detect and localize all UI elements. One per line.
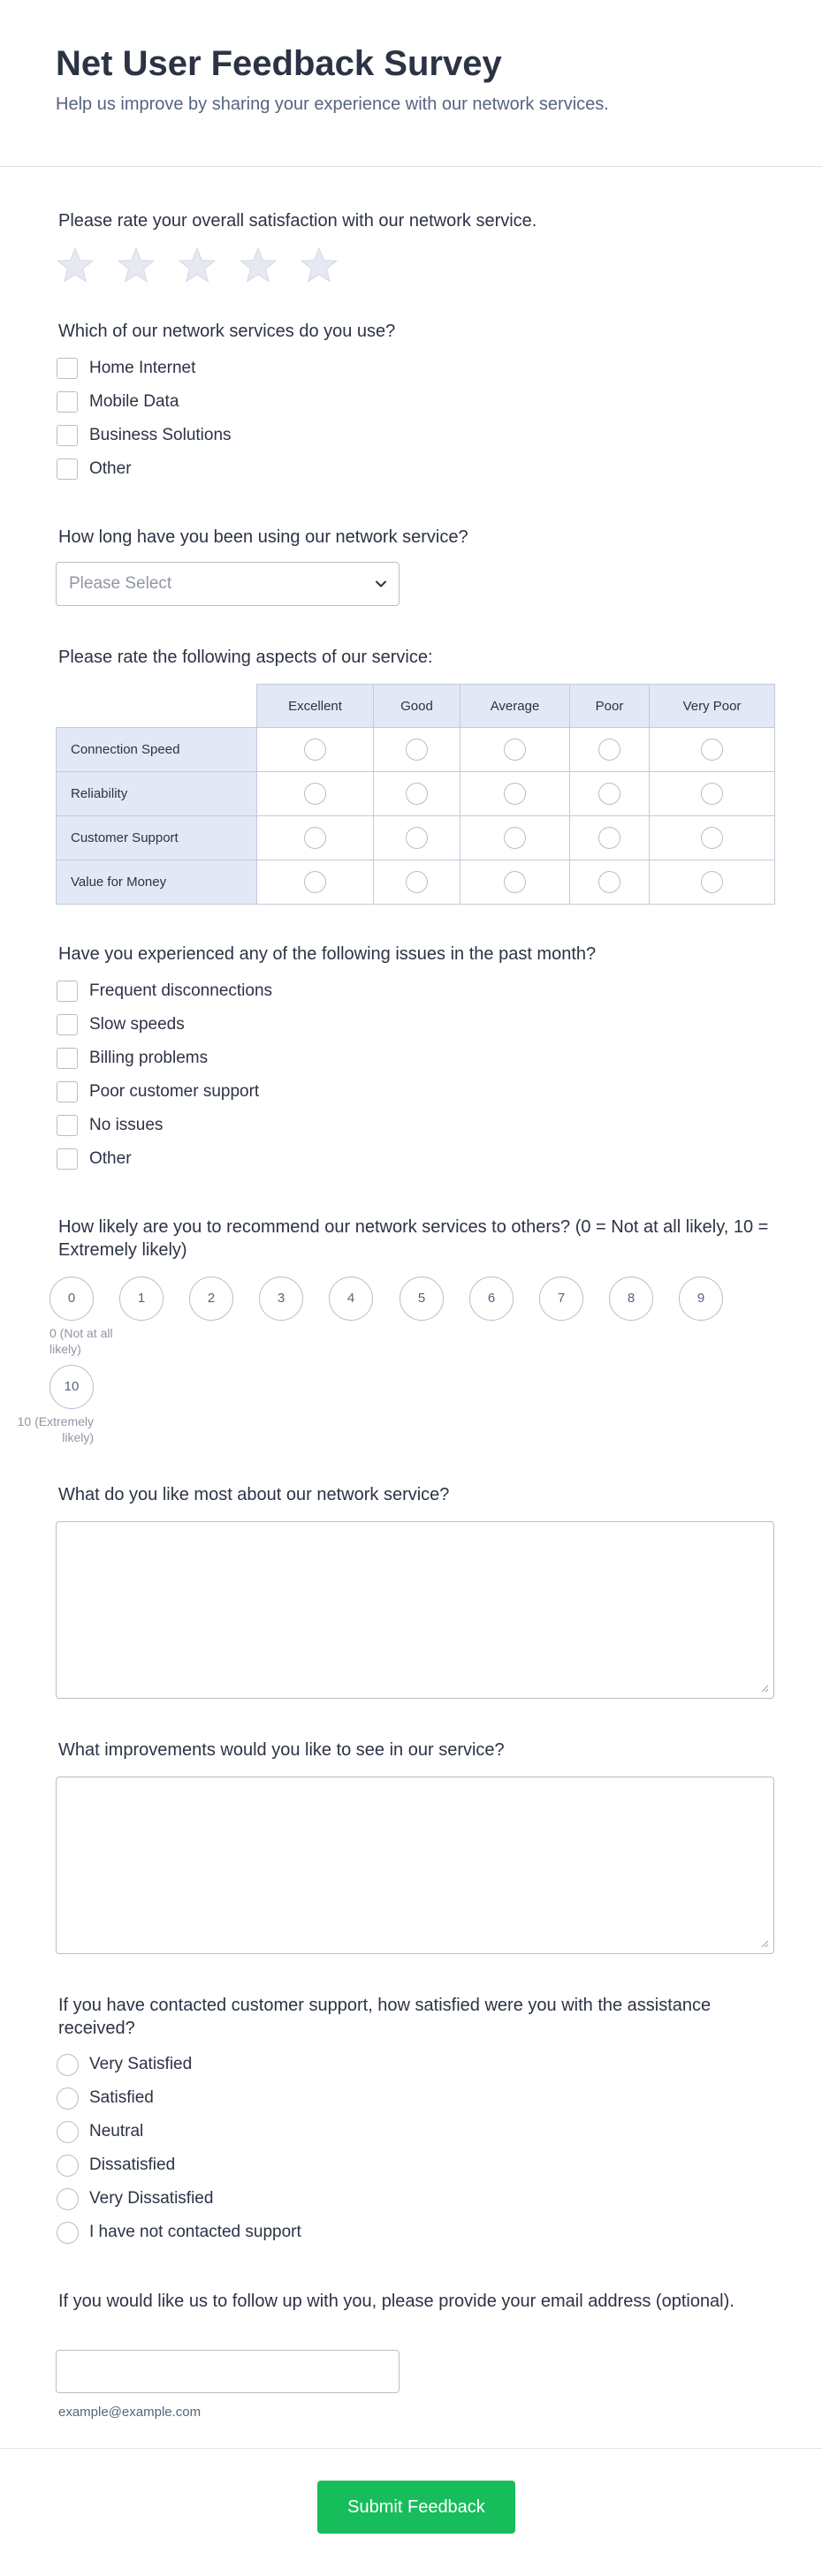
matrix-question-label: Please rate the following aspects of our service: — [58, 648, 433, 667]
matrix-column-header: Poor — [570, 685, 650, 728]
matrix-radio[interactable] — [304, 871, 326, 893]
scale-option[interactable]: 4 — [329, 1277, 373, 1321]
matrix-column-header: Excellent — [257, 685, 374, 728]
rating-matrix — [56, 684, 775, 905]
matrix-row-label: Reliability — [57, 772, 257, 816]
scale-option[interactable]: 2 — [189, 1277, 233, 1321]
radio-label: I have not contacted support — [89, 2223, 301, 2241]
support-question-label: If you have contacted customer support, how satisfied were you with the assistance received? — [58, 1996, 712, 2038]
divider — [0, 2448, 822, 2449]
scale-option[interactable]: 9 — [679, 1277, 723, 1321]
issues-question-label: Have you experienced any of the following issues in the past month? — [58, 944, 597, 964]
scale-option[interactable]: 10 — [49, 1365, 94, 1409]
checkbox[interactable] — [57, 1148, 78, 1170]
checkbox[interactable] — [57, 458, 78, 480]
radio-button[interactable] — [57, 2054, 79, 2076]
checkbox-option[interactable] — [57, 385, 232, 419]
radio-label: Very Satisfied — [89, 2055, 193, 2073]
scale-option[interactable]: 7 — [539, 1277, 583, 1321]
email-field[interactable] — [56, 2350, 400, 2393]
matrix-radio[interactable] — [701, 827, 723, 849]
radio-button[interactable] — [57, 2188, 79, 2210]
checkbox[interactable] — [57, 1014, 78, 1035]
checkbox[interactable] — [57, 1081, 78, 1102]
matrix-row — [57, 728, 775, 772]
recommend-question-label: How likely are you to recommend our network services to others? (0 = Not at all likely, 10 = Extremely likely) — [58, 1217, 769, 1260]
matrix-radio[interactable] — [598, 871, 620, 893]
radio-label: Very Dissatisfied — [89, 2189, 214, 2208]
checkbox-option[interactable] — [57, 419, 232, 452]
matrix-row — [57, 772, 775, 816]
radio-button[interactable] — [57, 2121, 79, 2143]
radio-option[interactable] — [57, 2216, 301, 2249]
matrix-row — [57, 816, 775, 860]
checkbox-option[interactable] — [57, 1008, 272, 1042]
star-icon[interactable] — [117, 246, 156, 284]
checkbox-label: Home Internet — [89, 359, 196, 377]
page-subtitle: Help us improve by sharing your experience with our network services. — [56, 95, 609, 114]
matrix-row-label: Value for Money — [57, 860, 257, 905]
matrix-radio[interactable] — [598, 827, 620, 849]
improve-question-label: What improvements would you like to see in our service? — [58, 1740, 505, 1760]
services-checkbox-group — [57, 352, 232, 486]
page-title: Net User Feedback Survey — [56, 44, 502, 83]
matrix-column-header: Very Poor — [650, 685, 775, 728]
improve-textarea[interactable] — [56, 1777, 774, 1954]
matrix-radio[interactable] — [598, 783, 620, 805]
matrix-radio[interactable] — [406, 827, 428, 849]
checkbox[interactable] — [57, 1048, 78, 1069]
matrix-radio[interactable] — [701, 871, 723, 893]
matrix-row-label: Customer Support — [57, 816, 257, 860]
checkbox-option[interactable] — [57, 1042, 272, 1075]
matrix-column-header: Average — [460, 685, 570, 728]
support-radio-group — [57, 2048, 301, 2249]
satisfaction-question-label: Please rate your overall satisfaction with our network service. — [58, 211, 537, 231]
checkbox[interactable] — [57, 391, 78, 413]
matrix-radio[interactable] — [304, 783, 326, 805]
duration-dropdown[interactable] — [56, 562, 400, 606]
form-header — [0, 0, 822, 167]
email-hint: example@example.com — [58, 2405, 202, 2420]
checkbox-option[interactable] — [57, 1075, 272, 1109]
matrix-row-label: Connection Speed — [57, 728, 257, 772]
submit-button[interactable]: Submit Feedback — [317, 2481, 515, 2534]
matrix-radio[interactable] — [304, 739, 326, 761]
star-rating — [56, 246, 361, 284]
services-question-label: Which of our network services do you use? — [58, 322, 396, 341]
matrix-radio[interactable] — [701, 739, 723, 761]
radio-option[interactable] — [57, 2115, 301, 2148]
radio-button[interactable] — [57, 2155, 79, 2177]
checkbox-label: No issues — [89, 1116, 164, 1134]
resize-grip-icon[interactable] — [760, 1939, 769, 1948]
checkbox-label: Other — [89, 459, 132, 478]
radio-label: Neutral — [89, 2122, 144, 2140]
checkbox-label: Business Solutions — [89, 426, 232, 444]
matrix-radio[interactable] — [504, 739, 526, 761]
like-question-label: What do you like most about our network service? — [58, 1485, 450, 1504]
radio-label: Dissatisfied — [89, 2156, 176, 2174]
checkbox-label: Mobile Data — [89, 392, 179, 411]
checkbox-option[interactable] — [57, 1142, 272, 1176]
radio-button[interactable] — [57, 2222, 79, 2244]
checkbox[interactable] — [57, 358, 78, 379]
matrix-radio[interactable] — [406, 739, 428, 761]
checkbox-label: Billing problems — [89, 1049, 209, 1067]
matrix-radio[interactable] — [598, 739, 620, 761]
email-question-label: If you would like us to follow up with you, please provide your email address (optional). — [58, 2292, 734, 2311]
checkbox-label: Poor customer support — [89, 1082, 260, 1101]
radio-option[interactable] — [57, 2182, 301, 2216]
matrix-column-header: Good — [374, 685, 460, 728]
radio-button[interactable] — [57, 2087, 79, 2110]
matrix-radio[interactable] — [701, 783, 723, 805]
radio-option[interactable] — [57, 2148, 301, 2182]
resize-grip-icon[interactable] — [760, 1684, 769, 1693]
matrix-radio[interactable] — [504, 783, 526, 805]
star-icon[interactable] — [178, 246, 217, 284]
checkbox[interactable] — [57, 981, 78, 1002]
matrix-row — [57, 860, 775, 905]
radio-label: Satisfied — [89, 2088, 154, 2107]
issues-checkbox-group — [57, 974, 272, 1176]
dropdown-placeholder: Please Select — [69, 574, 172, 593]
checkbox-label: Other — [89, 1149, 132, 1168]
scale-option[interactable]: 5 — [400, 1277, 444, 1321]
checkbox-label: Slow speeds — [89, 1015, 185, 1034]
checkbox[interactable] — [57, 425, 78, 446]
checkbox-option[interactable] — [57, 974, 272, 1008]
radio-option[interactable] — [57, 2081, 301, 2115]
scale-option[interactable]: 6 — [469, 1277, 514, 1321]
matrix-radio[interactable] — [304, 827, 326, 849]
scale-option[interactable]: 8 — [609, 1277, 653, 1321]
scale-option[interactable]: 3 — [259, 1277, 303, 1321]
checkbox-option[interactable] — [57, 1109, 272, 1142]
checkbox-option[interactable] — [57, 352, 232, 385]
scale-option[interactable]: 0 — [49, 1277, 94, 1321]
checkbox-label: Frequent disconnections — [89, 981, 273, 1000]
scale-option[interactable]: 1 — [119, 1277, 164, 1321]
matrix-radio[interactable] — [406, 783, 428, 805]
radio-option[interactable] — [57, 2048, 301, 2081]
like-textarea[interactable] — [56, 1521, 774, 1699]
scale-low-label: 0 (Not at all likely) — [49, 1326, 113, 1356]
duration-question-label: How long have you been using our network service? — [58, 527, 468, 547]
matrix-radio[interactable] — [504, 827, 526, 849]
checkbox-option[interactable] — [57, 452, 232, 486]
star-icon[interactable] — [56, 246, 95, 284]
scale-high-label: 10 (Extremely likely) — [17, 1414, 94, 1444]
chevron-down-icon — [372, 575, 390, 593]
matrix-radio[interactable] — [406, 871, 428, 893]
star-icon[interactable] — [239, 246, 278, 284]
matrix-radio[interactable] — [504, 871, 526, 893]
star-icon[interactable] — [300, 246, 339, 284]
checkbox[interactable] — [57, 1115, 78, 1136]
